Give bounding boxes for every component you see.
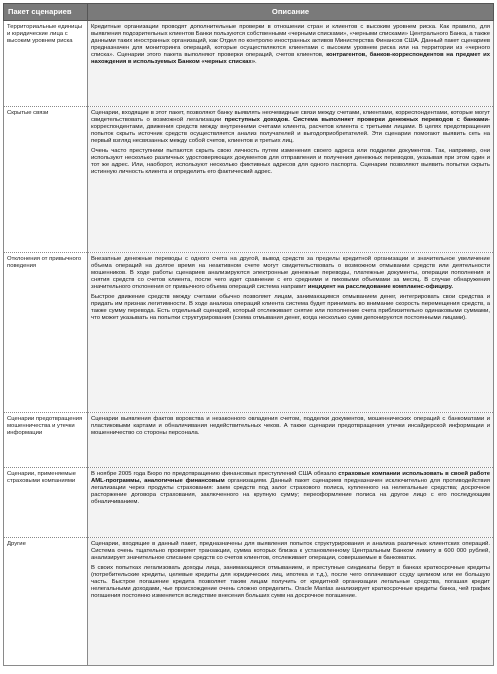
paragraph-text: . <box>254 59 257 66</box>
description-paragraph <box>91 294 490 322</box>
emphasized-text: преступных доходов. Система выполняет проверки денежных переводов с банками- <box>224 117 490 124</box>
paragraph-text: Внезапные денежные переводы с одного счета на другой, вывод средств за пределы кредитной организации и значительное увеличение объема операций на долгое время на неактивном счете могут свидетельствовать о возможном отмывании средств или деятельности мошенников. В ходе работы сценариев анализируются электронные денежные переводы, платежные документы, операции пополнения и снятия средств со счетов клиента, после чего идет сравнение с его средними и пиковыми объемами за месяц. В случае обнаружения значительного отклонения от привычного объема операций система направит <box>91 256 490 291</box>
row-description <box>88 21 494 107</box>
paragraph-text: Быстрое движение средств между счетами обычно позволяет лицам, занимающимся отмыванием денег, интегрировать свои средства и придать им признак легитимности. В ходе анализа операций клиента система будет принимать во внимание скорость перемещения средств, а также сумму перевода. Есть отдельный сценарий, который отслеживает снятие или пополнение счета приблизительно одинаковыми суммами, что может указывать на попытки структурирования (схема отмывания денег, когда несколько сумм депонируются постоянными лицами). <box>91 293 490 322</box>
emphasized-text: страховые компании использовать в своей работе AML-программы, аналогичные финансовым <box>91 471 490 485</box>
table-row <box>4 107 494 253</box>
paragraph-text: Сценарии, входящие в данный пакет, предназначены для выявления попыток структурирования и анализа различных клиентских операций. Система очень тщательно проверяет транзакции, сумма которых близка к установленному Центральным Банком лимиту в 600 000 рублей, анализирует значительное списание средств со счетов клиентов, отслеживает операции, совершаемые в банкоматах. <box>91 541 490 562</box>
emphasized-text: инцидент на расследование комплаенс-офицеру. <box>307 284 453 291</box>
row-description <box>88 107 494 253</box>
document-page <box>3 3 493 667</box>
row-description <box>88 468 494 538</box>
table-row <box>4 21 494 107</box>
paragraph-text: организациям. Данный пакет сценариев предназначен исключительно для противодействия легализации через продукты страхования: заем средств под залог страхового полиса, купленного на нелегальные средства; досрочное расторжение договора страхования, заключенного на крупную сумму; переоформление полиса на другое лицо с его последующим обналичиванием. <box>91 478 490 506</box>
row-description <box>88 413 494 468</box>
table-row <box>4 253 494 413</box>
paragraph-text: Сценарии выявления фактов воровства и незаконного овладения счетом, подделки документов, мошеннических операций с банкоматами и пластиковыми картами и обналичивания недействительных чеков. А также сценарии предотвращения утечки инсайдерской информации и мошенничество со стороны персонала. <box>91 416 490 437</box>
column-header-description: Описание <box>88 4 494 21</box>
paragraph-text: В своих попытках легализовать доходы лица, занимающиеся отмыванием, и преступные синдикаты берут в банках краткосрочные кредиты (потребительские кредиты, целевые кредиты для юридических лиц, ипотека и т.д.), после чего оплачивают ссуду целиком или ее большую часть. Быстрое погашение кредита позволяет таким лицам получить от кредитной организации легальные средства, погашая кредит нелегальными доходами, чье происхождение очень сложно определить. Oracle Mantas анализирует краткосрочные кредиты банка, чей график погашения постоянно изменяется вследствие внесения больших сумм на досрочное погашение. <box>91 564 490 600</box>
description-paragraph <box>91 148 490 176</box>
description-paragraph <box>91 24 490 67</box>
description-paragraph <box>91 541 490 562</box>
row-category: Сценарии, применяемые страховыми компаниями <box>4 468 88 538</box>
table-row <box>4 468 494 538</box>
paragraph-text: корреспондентами, движения средств между внутренними счетами клиента, расчетов клиента с третьими лицами. В целях предотвращения попыток скрыть источник средств осуществляется анализ получателей и выгодоприобретателей. Эти сценарии помогают выявить сеть на первый взгляд несвязанных между собой счетов, клиентов и третьих лиц. <box>91 124 490 145</box>
scenario-packages-table <box>3 3 494 666</box>
table-body <box>4 21 494 666</box>
row-category: Территориальные единицы и юридические лица с высоким уровнем риска <box>4 21 88 107</box>
emphasized-text: контрагентов, банков-корреспондентов на предмет их нахождения в используемых Банком «черных списках» <box>91 52 490 66</box>
row-category: Другие <box>4 538 88 666</box>
paragraph-text: В ноябре 2005 года Бюро по предотвращению финансовых преступлений США обязало <box>91 471 339 477</box>
description-paragraph <box>91 256 490 291</box>
row-category: Сценарии предотвращения мошенничества и утечки информации <box>4 413 88 468</box>
paragraph-text: Кредитные организации проводят дополнительные проверки в отношении стран и клиентов с высоким уровнем риска. Как правило, для выявления подозрительных клиентов Банки пользуются собственными «черными списками», «черными списками» Центрального Банка, а также данными таких иностранных организаций, как Отдел по контролю иностранных активов Министерства Финансов США. Данный пакет сценариев предназначен для мониторинга операций, которые осуществляются клиентами с высоким уровнем риска или на территории из «черного списка». Сценарии этого пакета выполняют проверки операций, счетов клиентов, <box>91 24 490 59</box>
description-paragraph <box>91 471 490 506</box>
row-category: Отклонения от привычного поведения <box>4 253 88 413</box>
table-header-row <box>4 4 494 21</box>
column-header-category: Пакет сценариев <box>4 4 88 21</box>
row-description <box>88 253 494 413</box>
description-paragraph <box>91 110 490 145</box>
paragraph-text: Сценарии, входящие в этот пакет, позволяют банку выявлять неочевидные связи между счетами, клиентами, корреспондентами, которые могут свидетельствовать о возможной легализации <box>91 110 490 124</box>
description-paragraph <box>91 416 490 437</box>
table-row <box>4 538 494 666</box>
row-description <box>88 538 494 666</box>
table-row <box>4 413 494 468</box>
paragraph-text: Очень часто преступники пытаются скрыть свою личность путем изменения своего адреса или подделки документов. Так, например, они используют несколько различных удостоверяющих документов для отправления и получения денежных переводов, указывая при этом один и тот же адрес. Или, наоборот, используют несколько фиктивных адресов для одного паспорта. Сценарии позволяют выявить попытки скрыть истинную личность клиента и определить его фактический адрес. <box>91 147 490 176</box>
row-category: Скрытые связи <box>4 107 88 253</box>
description-paragraph <box>91 565 490 600</box>
